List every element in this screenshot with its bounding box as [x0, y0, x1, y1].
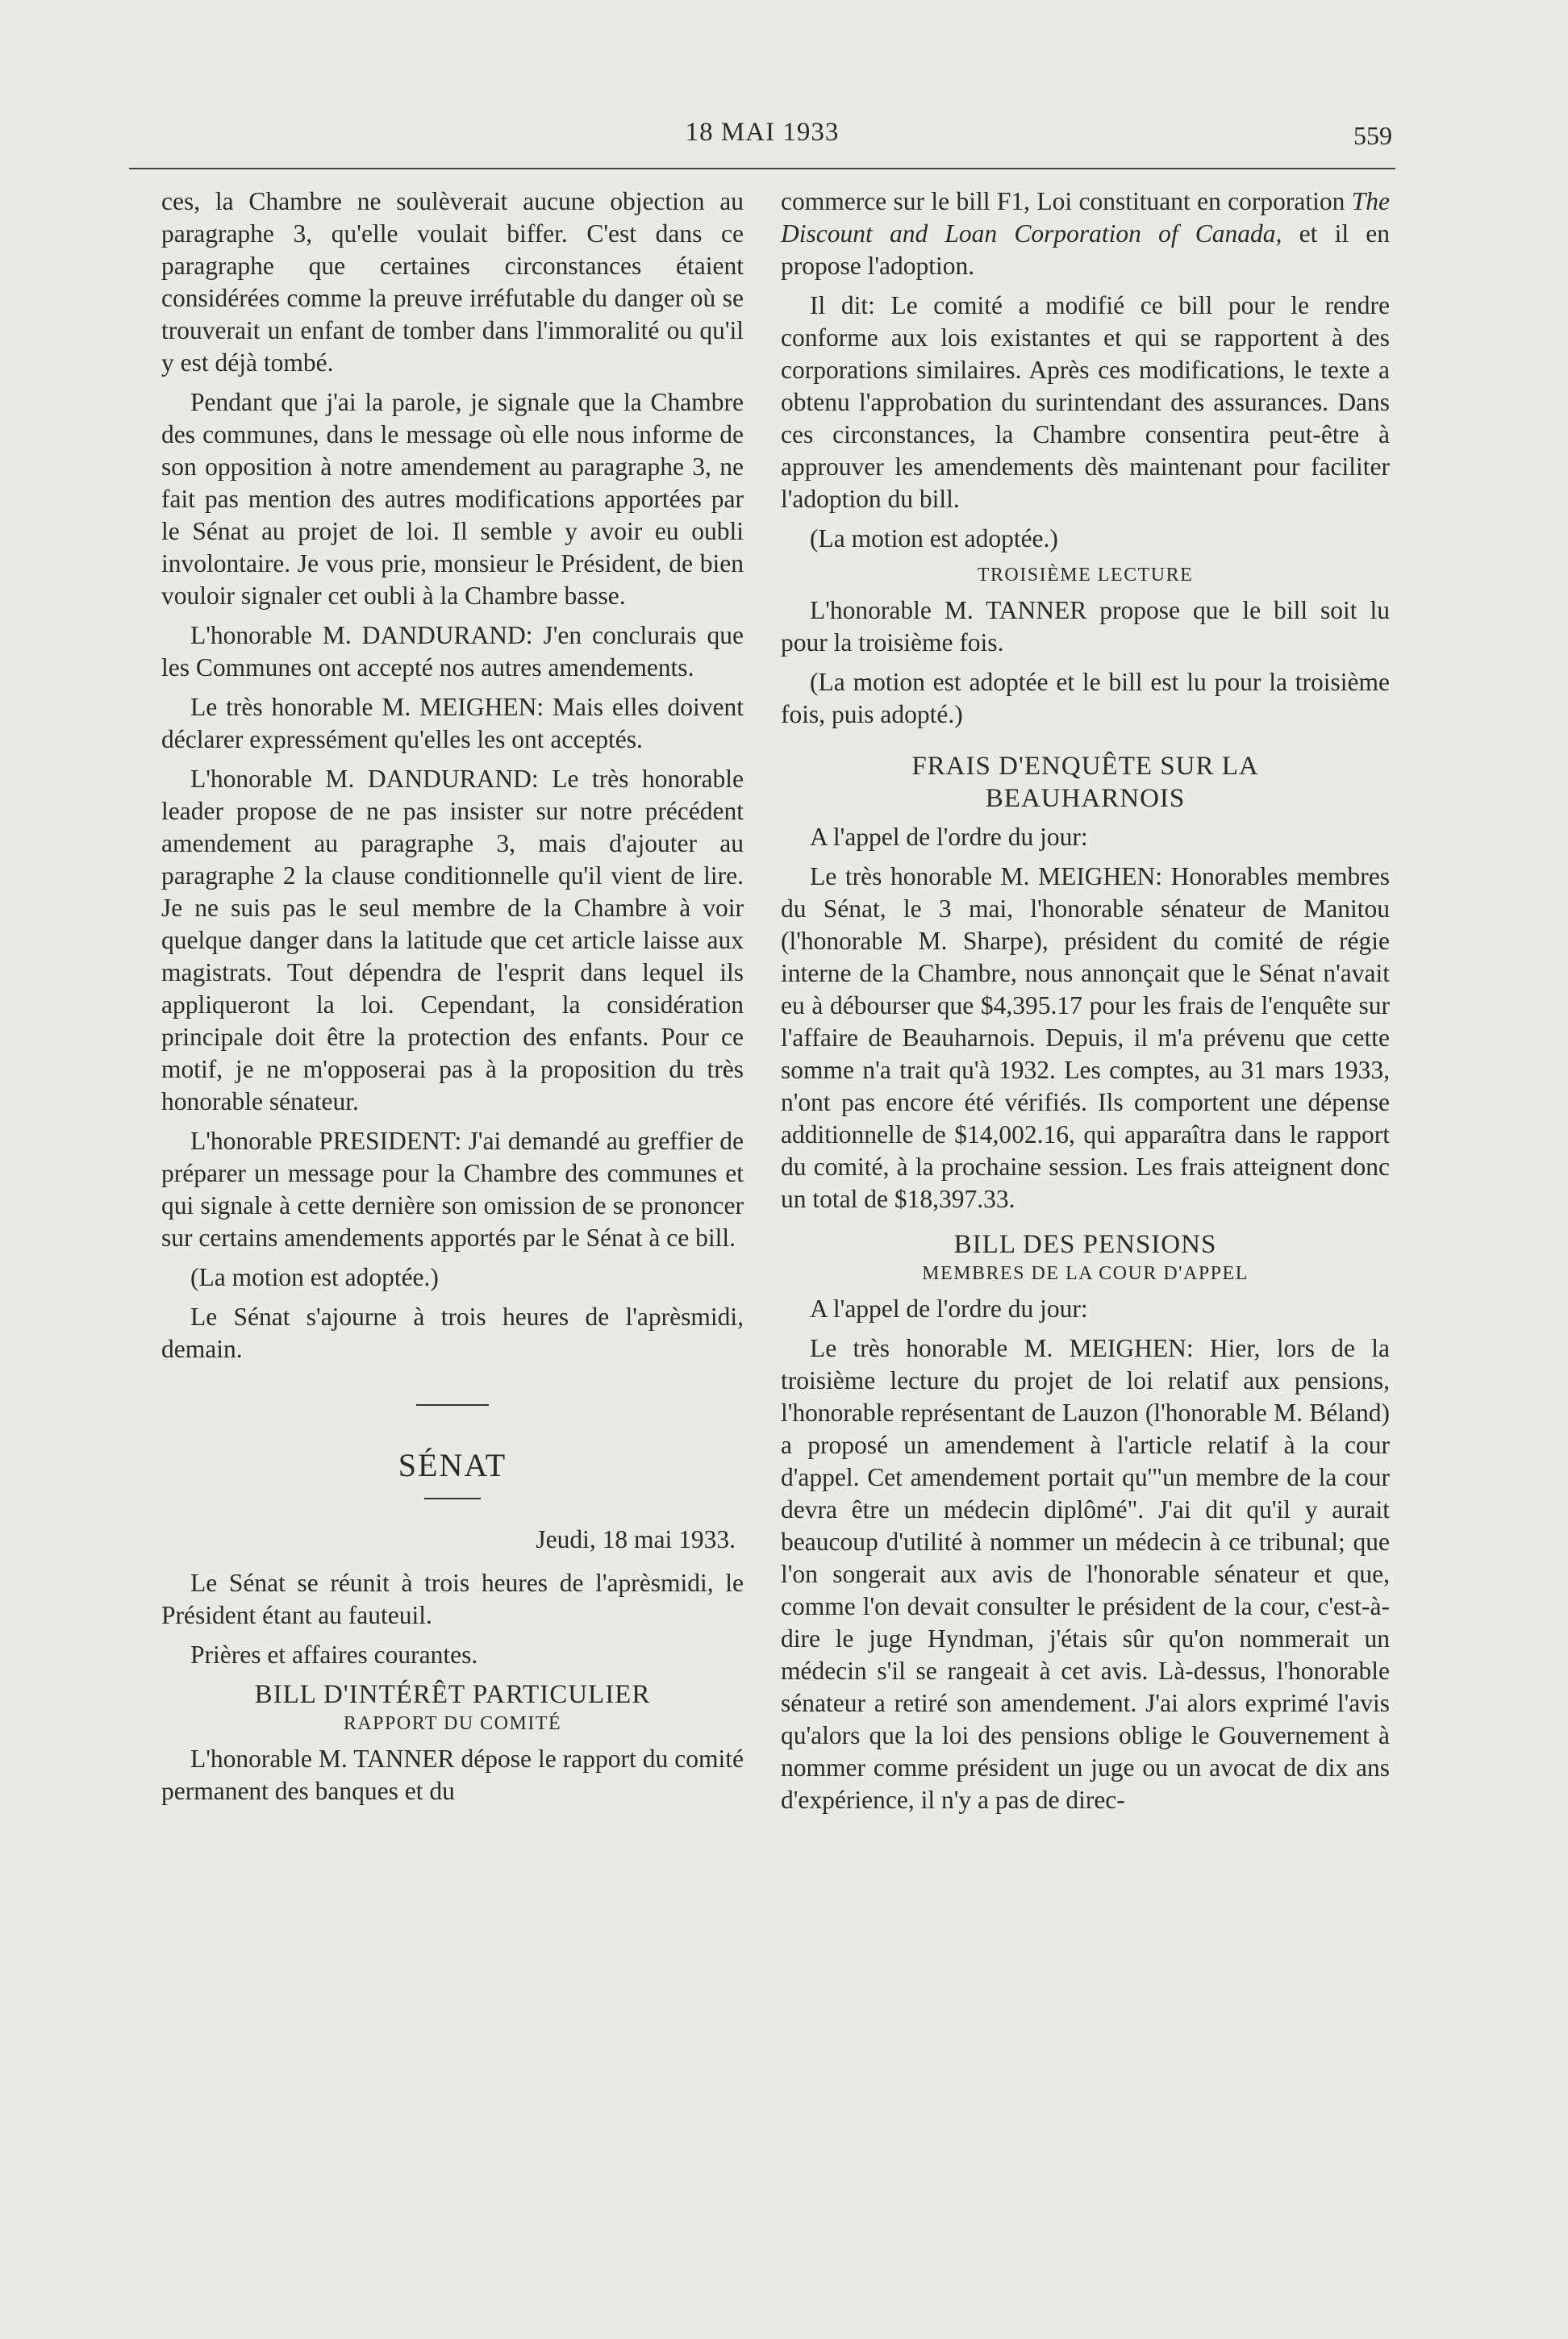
paragraph: Pendant que j'ai la parole, je signale que la Chambre des communes, dans le message où elle nous informe de son opposition à notre amendement au paragraphe 3, ne fait pas mention des autres modifications apportées par le Sénat au projet de loi. Il semble y avoir eu oubli involontaire. Je vous prie, monsieur le Président, de bien vouloir signaler cet oubli à la Chambre basse. [161, 388, 744, 610]
subsection-heading: RAPPORT DU COMITÉ [343, 1713, 562, 1734]
section-heading: BILL D'INTÉRÊT PARTICULIER [254, 1680, 651, 1709]
text-run: et il en propose l'adoption. [781, 219, 1391, 280]
page-number: 559 [1353, 121, 1392, 150]
paragraph [781, 186, 1390, 282]
sitting-date: Jeudi, 18 mai 1933. [536, 1525, 736, 1553]
paragraph: Le Sénat s'ajourne à trois heures de l'aprèsmidi, demain. [161, 1303, 744, 1363]
subsection-heading: MEMBRES DE LA COUR D'APPEL [922, 1263, 1249, 1284]
paragraph: L'honorable M. TANNER dépose le rapport du comité permanent des banques et du [161, 1745, 744, 1805]
paragraph: Le très honorable M. MEIGHEN: Mais elles doivent déclarer expressément qu'elles les ont acceptés. [161, 693, 744, 753]
header-date: 18 MAI 1933 [685, 118, 840, 147]
paragraph: Il dit: Le comité a modifié ce bill pour le rendre conforme aux lois existantes et qui se rapportent à des corporations similaires. Après ces modifications, le texte a obtenu l'approbation du surintendant des assurances. Dans ces circonstances, la Chambre consentira peut-être à approuver les amendements dès maintenant pour faciliter l'adoption du bill. [781, 291, 1390, 513]
page-header [129, 113, 1395, 153]
paragraph: L'honorable M. TANNER propose que le bill soit lu pour la troisième fois. [781, 596, 1390, 657]
right-column [781, 186, 1390, 1824]
paragraph: L'honorable M. DANDURAND: Le très honorable leader propose de ne pas insister sur notre précédent amendement au paragraphe 3, mais d'ajouter au paragraphe 2 la clause conditionnelle qu'il vient de lire. Je ne suis pas le seul membre de la Chambre à voir quelque danger dans la latitude que cet article laisse aux magistrats. Tout dépendra de l'esprit dans lequel ils appliqueront la loi. Cependant, la considération principale doit être la protection des enfants. Pour ce motif, je ne m'opposerai pas à la proposition du très honorable sénateur. [161, 765, 744, 1115]
text-run: commerce sur le bill F1, Loi constituant en corporation [781, 187, 1352, 215]
paragraph: A l'appel de l'ordre du jour: [810, 823, 1088, 851]
paragraph: (La motion est adoptée et le bill est lu pour la troisième fois, puis adopté.) [781, 668, 1390, 728]
paragraph: ces, la Chambre ne soulèverait aucune objection au paragraphe 3, qu'elle voulait biffer. C'est dans ce paragraphe que certaines circonstances étaient considérées comme la preuve irréfutable du danger où se trouverait un enfant de tomber dans l'immoralité ou qu'il y est déjà tombé. [161, 187, 744, 377]
paragraph: A l'appel de l'ordre du jour: [810, 1295, 1088, 1323]
paragraph: (La motion est adoptée.) [190, 1263, 439, 1291]
paragraph: (La motion est adoptée.) [810, 524, 1058, 552]
section-heading: BILL DES PENSIONS [953, 1230, 1217, 1259]
left-column [161, 186, 744, 1815]
paragraph: Le très honorable M. MEIGHEN: Honorables membres du Sénat, le 3 mai, l'honorable sénateur de Manitou (l'honorable M. Sharpe), président du comité de régie interne de la Chambre, nous annonçait que le Sénat n'avait eu à débourser que $4,395.17 pour les frais de l'enquête sur l'affaire de Beauharnois. Depuis, il m'a prévenu que cette somme n'a trait qu'à 1932. Les comptes, au 31 mars 1933, n'ont pas encore été vérifiés. Ils comportent une dépense additionnelle de $14,002.16, qui apparaîtra dans le rapport du comité, à la prochaine session. Les frais atteignent donc un total de $18,397.33. [781, 862, 1390, 1213]
section-divider [416, 1404, 489, 1406]
paragraph: Le Sénat se réunit à trois heures de l'aprèsmidi, le Président étant au fauteuil. [161, 1569, 744, 1629]
header-rule [129, 168, 1395, 169]
section-heading: FRAIS D'ENQUÊTE SUR LA BEAUHARNOIS [911, 752, 1259, 813]
paragraph: L'honorable PRESIDENT: J'ai demandé au greffier de préparer un message pour la Chambre des communes et qui signale à cette dernière son omission de se prononcer sur certains amendements apportés par le Sénat à ce bill. [161, 1127, 744, 1252]
senat-title: SÉNAT [398, 1447, 507, 1483]
paragraph: L'honorable M. DANDURAND: J'en conclurais que les Communes ont accepté nos autres amendements. [161, 621, 744, 682]
subsection-heading: TROISIÈME LECTURE [977, 565, 1194, 586]
italic-text: The Discount and Loan Corporation of Canada, [781, 187, 1390, 248]
title-divider [424, 1498, 481, 1499]
paragraph: Prières et affaires courantes. [190, 1641, 478, 1669]
paragraph: Le très honorable M. MEIGHEN: Hier, lors de la troisième lecture du projet de loi relatif aux pensions, l'honorable représentant de Lauzon (l'honorable M. Béland) a proposé un amendement à l'article relatif à la cour d'appel. Cet amendement portait qu'"un membre de la cour devra être un médecin diplômé". J'ai dit qu'il y aurait beaucoup d'utilité à nommer un médecin à ce tribunal; que l'on songerait aux avis de l'honorable sénateur et que, comme l'on devait consulter le président de la cour, c'est-à-dire le juge Hyndman, j'étais sûr qu'on nommerait un médecin s'il se rangeait à cet avis. Là-dessus, l'honorable sénateur a retiré son amendement. J'ai alors exprimé l'avis qu'alors que la loi des pensions oblige le Gouvernement à nommer comme président un juge ou un avocat de dix ans d'expérience, il n'y a pas de direc- [781, 1334, 1390, 1814]
